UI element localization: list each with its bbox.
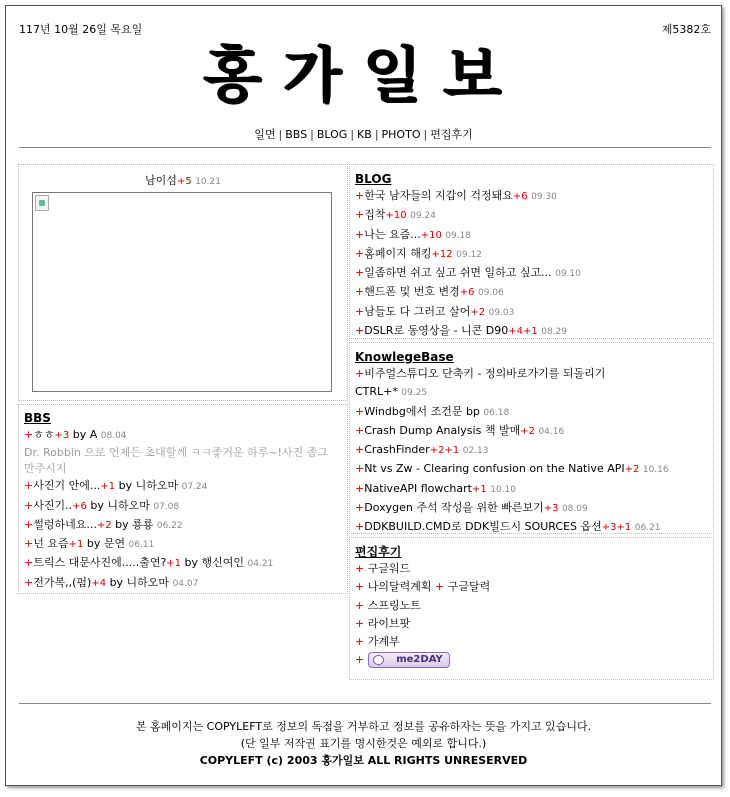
bbs-item-date: 07.24 xyxy=(181,482,208,493)
comment-count: +1 xyxy=(471,483,487,495)
list-item[interactable] xyxy=(355,322,708,341)
list-item[interactable] xyxy=(355,651,708,669)
list-item[interactable] xyxy=(355,597,708,615)
list-item[interactable] xyxy=(355,187,708,206)
kb-box xyxy=(349,342,714,534)
kb-item-text-continued: CTRL+* xyxy=(355,385,398,399)
comment-count: +12 xyxy=(431,248,453,260)
blog-list xyxy=(355,187,708,341)
bbs-item-author: by A xyxy=(72,428,98,441)
bbs-list xyxy=(24,426,342,593)
bullet-plus-icon: + xyxy=(355,635,365,649)
blog-item-text: 일좀하면 쉬고 싶고 쉬면 일하고 싶고... xyxy=(364,266,552,280)
bullet-plus-icon: + xyxy=(355,653,365,667)
issue-number: 제5382호 xyxy=(661,23,711,36)
bbs-item-text: 넌 요즘 xyxy=(33,537,69,551)
bbs-box xyxy=(18,404,348,594)
bullet-plus-icon: + xyxy=(355,562,365,575)
bullet-plus-icon: + xyxy=(355,367,365,380)
list-item[interactable] xyxy=(24,516,342,535)
comment-count: +6 xyxy=(72,500,87,512)
nav-separator: | xyxy=(278,128,283,141)
comment-count: +4 xyxy=(91,577,107,589)
comment-count: +2 xyxy=(470,306,486,318)
blog-heading[interactable]: BLOG xyxy=(355,172,392,186)
bullet-plus-icon: + xyxy=(355,227,365,241)
kb-list xyxy=(355,365,708,538)
bbs-item-date: 06.22 xyxy=(156,520,183,531)
comment-count: +1 xyxy=(68,539,84,551)
kb-item-text: 비주얼스튜디오 단축키 - 정의바로가기를 되돌리기 xyxy=(364,367,606,380)
kb-item-text: Doxygen 주석 작성을 위한 빠른보기 xyxy=(364,501,544,515)
me2day-label: me2DAY xyxy=(396,654,443,666)
bbs-item-author: by 룡룡 xyxy=(115,517,154,531)
list-item[interactable] xyxy=(24,535,342,554)
list-item[interactable] xyxy=(24,554,342,573)
comment-count: +1 xyxy=(166,558,182,570)
footer-line-2: (단 일부 저작권 표기를 명시한것은 예외로 합니다.) xyxy=(240,737,487,750)
bullet-plus-icon: + xyxy=(355,580,365,594)
list-item-muted[interactable] xyxy=(24,445,336,477)
list-item[interactable] xyxy=(355,283,708,302)
bbs-item-author: by 문연 xyxy=(86,537,126,551)
bullet-plus-icon: + xyxy=(355,443,365,457)
blog-item-date: 08.29 xyxy=(541,327,567,338)
kb-item-date: 06.18 xyxy=(483,407,510,418)
list-item[interactable] xyxy=(24,497,342,516)
nav-separator: | xyxy=(350,128,355,141)
bbs-item-text: ㅎㅎ xyxy=(33,428,55,441)
site-logo[interactable]: 홍가일보 xyxy=(203,41,524,111)
postscript-list xyxy=(355,560,708,670)
postscript-box xyxy=(349,537,714,680)
list-item[interactable] xyxy=(355,226,708,245)
header-divider xyxy=(19,147,711,148)
nav-postscript[interactable]: 편집후기 xyxy=(430,128,473,141)
bullet-plus-icon: + xyxy=(24,428,34,441)
photo-caption[interactable] xyxy=(19,173,347,190)
list-item[interactable] xyxy=(355,578,708,596)
kb-item-text: Nt vs Zw - Clearing confusion on the Native API xyxy=(364,462,625,476)
bbs-item-date: 06.11 xyxy=(128,540,155,551)
bbs-item-author: by 니하오마 xyxy=(118,479,179,493)
postscript-item-text: 구글워드 xyxy=(367,562,411,575)
bbs-item-text: 사진기.. xyxy=(33,498,73,512)
list-item[interactable] xyxy=(355,480,708,499)
page-frame xyxy=(5,5,722,786)
bbs-item-date: 04.21 xyxy=(247,559,274,570)
bullet-plus-icon: + xyxy=(24,537,34,551)
postscript-heading[interactable]: 편집후기 xyxy=(355,545,402,559)
blog-item-text: 나는 요즘... xyxy=(364,227,421,241)
comment-count: +6 xyxy=(512,191,528,202)
list-item-continued[interactable] xyxy=(355,383,708,402)
list-item[interactable] xyxy=(355,245,708,264)
blog-item-date: 09.24 xyxy=(410,211,436,222)
kb-item-date: 04.16 xyxy=(538,426,565,437)
blog-item-date: 09.10 xyxy=(555,269,581,280)
bullet-plus-icon: + xyxy=(434,580,445,594)
comment-count: +10 xyxy=(385,210,407,222)
bullet-plus-icon: + xyxy=(355,266,365,280)
comment-count: +1 xyxy=(100,481,116,493)
nav-separator: | xyxy=(310,128,314,141)
comment-count: +3 xyxy=(543,503,559,515)
comment-count: +2 xyxy=(520,425,535,437)
broken-image-icon xyxy=(35,195,49,211)
footer-copyright: COPYLEFT (c) 2003 홍가일보 ALL RIGHTS UNRESERVED xyxy=(199,754,528,767)
list-item[interactable] xyxy=(24,574,342,593)
postscript-item-text: 라이브팟 xyxy=(367,616,411,630)
bullet-plus-icon: + xyxy=(24,498,34,512)
bullet-plus-icon: + xyxy=(355,285,365,299)
blog-item-text: 남들도 다 그러고 살어 xyxy=(364,304,471,318)
nav-separator: | xyxy=(423,128,428,141)
kb-item-date: 10.16 xyxy=(642,465,669,476)
footer-divider xyxy=(19,703,711,704)
list-item[interactable] xyxy=(24,477,342,496)
kb-item-date: 10.10 xyxy=(490,484,516,495)
bullet-plus-icon: + xyxy=(24,479,34,493)
bullet-plus-icon: + xyxy=(355,246,365,260)
comment-count: +2 xyxy=(624,464,640,476)
kb-item-text: DDKBUILD.CMD로 DDK빌드시 SOURCES 옵션 xyxy=(364,520,602,534)
postscript-item-text[interactable]: 나의달력계획 xyxy=(367,580,432,594)
comment-count: +4+1 xyxy=(508,326,538,338)
list-item[interactable] xyxy=(355,615,708,633)
list-item[interactable] xyxy=(355,560,708,578)
blog-item-text: 한국 남자들의 지갑이 걱정돼요 xyxy=(364,189,513,202)
list-item[interactable] xyxy=(355,460,708,479)
bullet-plus-icon: + xyxy=(355,423,365,437)
bullet-plus-icon: + xyxy=(24,517,34,531)
nav-bbs[interactable]: BBS xyxy=(285,128,308,141)
postscript-item-text: 스프링노트 xyxy=(367,598,421,612)
list-item[interactable] xyxy=(355,264,708,283)
bullet-plus-icon: + xyxy=(355,598,365,612)
kb-heading[interactable]: KnowlegeBase xyxy=(355,350,454,364)
list-item[interactable] xyxy=(355,499,708,518)
bullet-plus-icon: + xyxy=(355,501,365,515)
list-item[interactable] xyxy=(355,422,708,441)
kb-item-text: Windbg에서 조건문 bp xyxy=(364,404,480,418)
photo-date: 10.21 xyxy=(195,177,221,187)
photo-image[interactable] xyxy=(32,192,332,392)
comment-count: +2 xyxy=(96,519,112,531)
photo-box xyxy=(18,164,348,401)
nav-separator: | xyxy=(374,128,379,141)
list-item[interactable] xyxy=(355,633,708,651)
footer-line-1: 본 홈페이지는 COPYLEFT로 정보의 독점을 거부하고 정보를 공유하자는 뜻을 가지고 있습니다. xyxy=(135,720,592,733)
bbs-item-text: 전가복,,(펌) xyxy=(33,575,92,589)
blog-item-date: 09.18 xyxy=(445,230,472,241)
blog-item-text: 홈페이지 해킹 xyxy=(364,246,432,260)
speech-bubble-icon xyxy=(373,655,384,665)
kb-item-text: NativeAPI flowchart xyxy=(364,481,472,495)
bullet-plus-icon: + xyxy=(355,616,365,630)
bbs-item-author: by 니하오마 xyxy=(109,575,170,589)
bbs-item-date: 04.07 xyxy=(172,578,199,589)
list-item[interactable] xyxy=(355,303,708,322)
photo-count: +5 xyxy=(176,176,192,187)
blog-item-date: 09.06 xyxy=(477,288,504,299)
postscript-item-text: 가계부 xyxy=(367,635,400,649)
kb-item-text: CrashFinder xyxy=(364,443,430,457)
comment-count: +3 xyxy=(54,430,70,441)
bbs-item-text: 썰렁하네요... xyxy=(33,517,97,531)
kb-item-date: 06.21 xyxy=(634,523,661,534)
list-item[interactable] xyxy=(355,403,708,422)
kb-item-date: 02.13 xyxy=(462,446,489,457)
blog-item-text: DSLR로 동영상을 - 니콘 D90 xyxy=(364,324,509,338)
bbs-item-text: 사진기 안에... xyxy=(33,479,101,493)
bullet-plus-icon: + xyxy=(24,575,34,589)
bbs-item-text: Dr. Robbin 으로 언제든 초대할께 ㅋㅋ좋거운 하루~!사진 좀그만주시지 xyxy=(24,446,328,476)
kb-item-text: Crash Dump Analysis 책 발매 xyxy=(364,423,521,437)
bbs-heading[interactable]: BBS xyxy=(24,411,51,425)
bbs-item-text: 트릭스 대문사진에.....출연? xyxy=(33,556,167,570)
bullet-plus-icon: + xyxy=(355,462,365,476)
bullet-plus-icon: + xyxy=(355,481,365,495)
bbs-item-author: by 니하오마 xyxy=(90,498,150,512)
blog-item-date: 09.30 xyxy=(531,192,557,202)
bullet-plus-icon: + xyxy=(355,304,365,318)
list-item[interactable] xyxy=(355,518,708,537)
bullet-plus-icon: + xyxy=(355,520,365,534)
bbs-item-author: by 행신여인 xyxy=(184,556,245,570)
blog-item-text: 집착 xyxy=(364,208,386,222)
comment-count: +6 xyxy=(459,287,475,299)
bullet-plus-icon: + xyxy=(355,189,365,202)
footer xyxy=(6,718,721,769)
nav-blog[interactable]: BLOG xyxy=(316,128,348,141)
list-item[interactable] xyxy=(355,441,708,460)
bbs-item-date: 08.04 xyxy=(100,431,127,441)
blog-box xyxy=(349,164,714,339)
comment-count: +10 xyxy=(420,229,442,241)
list-item[interactable] xyxy=(355,365,708,383)
bullet-plus-icon: + xyxy=(355,404,365,418)
bullet-plus-icon: + xyxy=(24,556,34,570)
comment-count: +3+1 xyxy=(601,522,632,534)
bullet-plus-icon: + xyxy=(355,208,365,222)
photo-title: 남이섬 xyxy=(145,174,177,187)
blog-item-text: 핸드폰 및 번호 변경 xyxy=(364,285,460,299)
nav-front[interactable]: 일면 xyxy=(254,128,276,141)
nav-kb[interactable]: KB xyxy=(357,128,372,141)
list-item[interactable] xyxy=(24,426,342,445)
main-nav xyxy=(6,126,721,142)
top-line xyxy=(19,21,711,37)
kb-item-date: 09.25 xyxy=(401,388,428,399)
postscript-item-text[interactable]: 구글달력 xyxy=(447,580,491,594)
comment-count: +2+1 xyxy=(429,445,460,457)
blog-item-date: 09.03 xyxy=(488,307,515,318)
current-date: 117년 10월 26일 목요일 xyxy=(19,23,143,36)
blog-item-date: 09.12 xyxy=(456,249,482,260)
kb-item-date: 08.09 xyxy=(561,504,588,515)
list-item[interactable] xyxy=(355,206,708,225)
me2day-badge[interactable] xyxy=(368,652,450,668)
bullet-plus-icon: + xyxy=(355,324,365,338)
bbs-item-date: 07.08 xyxy=(153,501,180,512)
nav-photo[interactable]: PHOTO xyxy=(381,128,421,141)
